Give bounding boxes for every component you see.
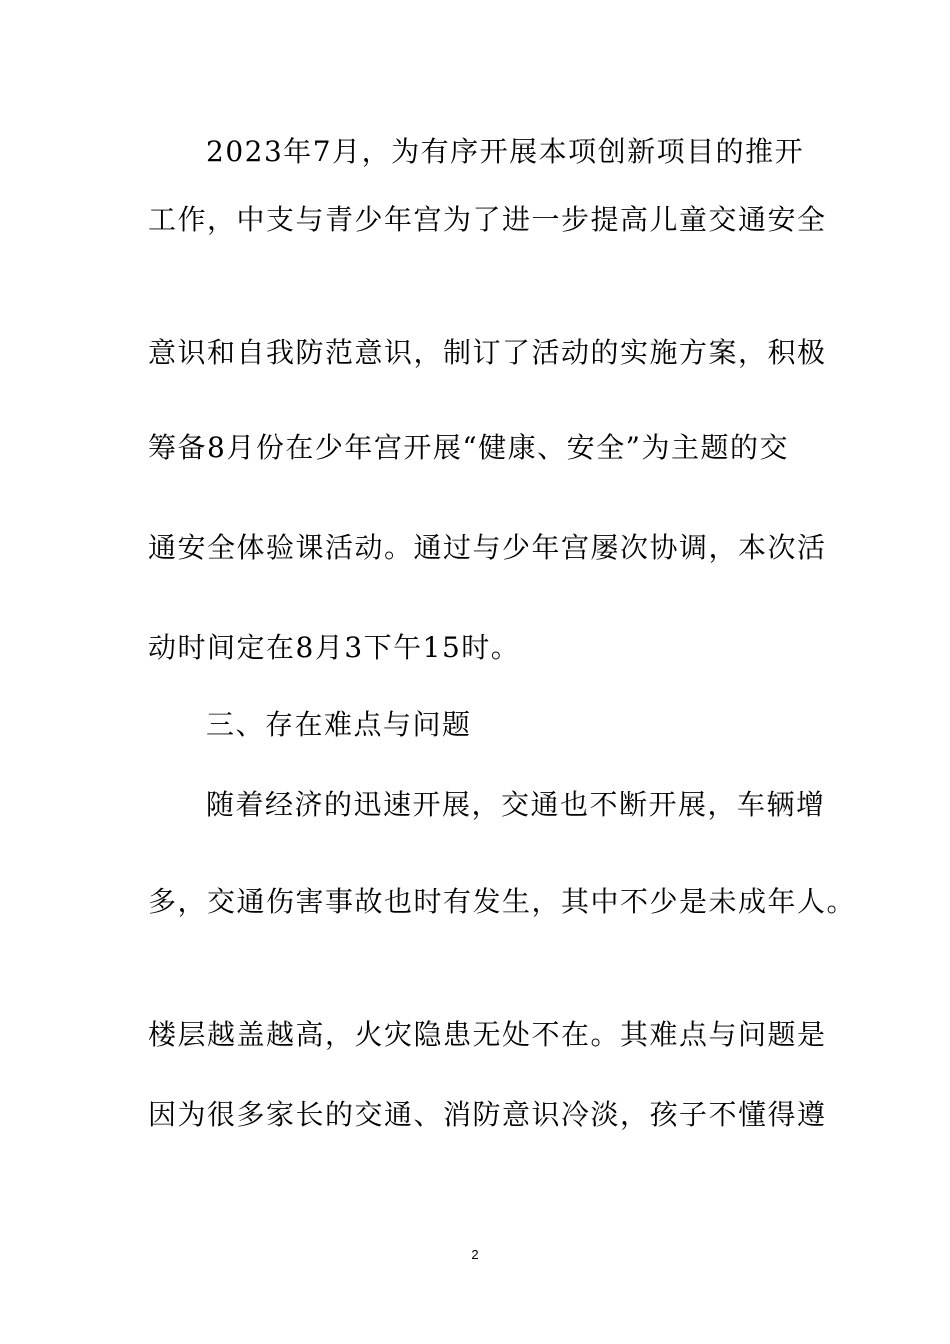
text-line: 工作，中支与青少年宫为了进一步提高儿童交通安全 (148, 203, 827, 236)
page-number: 2 (471, 1247, 479, 1262)
section-heading: 三、存在难点与问题 (206, 708, 472, 741)
text-line: 楼层越盖越高，火灾隐患无处不在。其难点与问题是 (148, 1018, 827, 1051)
text-line: 意识和自我防范意识，制订了活动的实施方案，积极 (148, 336, 827, 369)
text-line: 2023年7月，为有序开展本项创新项目的推开 (206, 135, 805, 168)
text-line: 动时间定在8月3下午15时。 (148, 631, 521, 664)
text-line: 筹备8月份在少年宫开展“健康、安全”为主题的交 (148, 431, 789, 464)
text-line: 多，交通伤害事故也时有发生，其中不少是未成年人。 (148, 885, 857, 918)
text-line: 因为很多家长的交通、消防意识冷淡，孩子不懂得遵 (148, 1098, 827, 1131)
text-line: 随着经济的迅速开展，交通也不断开展，车辆增 (206, 788, 826, 821)
text-line: 通安全体验课活动。通过与少年宫屡次协调，本次活 (148, 531, 827, 564)
